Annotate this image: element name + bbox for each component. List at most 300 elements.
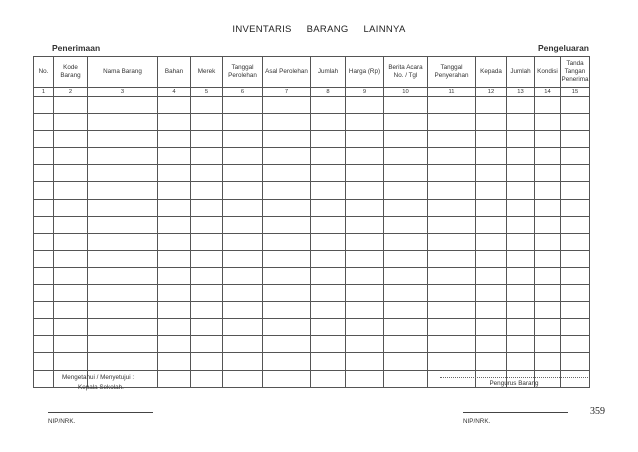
table-cell[interactable] bbox=[507, 97, 535, 114]
table-cell[interactable] bbox=[346, 250, 384, 267]
table-cell[interactable] bbox=[535, 233, 561, 250]
table-cell[interactable] bbox=[476, 319, 507, 336]
table-cell[interactable] bbox=[34, 353, 54, 370]
table-cell[interactable] bbox=[191, 114, 223, 131]
table-cell[interactable] bbox=[428, 250, 476, 267]
table-cell[interactable] bbox=[34, 233, 54, 250]
table-cell[interactable] bbox=[88, 148, 158, 165]
table-cell[interactable] bbox=[223, 370, 263, 387]
table-cell[interactable] bbox=[507, 285, 535, 302]
table-cell[interactable] bbox=[158, 165, 191, 182]
table-cell[interactable] bbox=[263, 148, 311, 165]
table-row bbox=[34, 216, 590, 233]
approval-label: Mengetahui / Menyetujui : bbox=[62, 374, 135, 381]
table-cell[interactable] bbox=[384, 148, 428, 165]
table-cell[interactable] bbox=[158, 216, 191, 233]
table-cell[interactable] bbox=[263, 182, 311, 199]
column-number: 2 bbox=[54, 88, 88, 97]
table-cell[interactable] bbox=[158, 97, 191, 114]
table-cell[interactable] bbox=[54, 182, 88, 199]
column-number: 6 bbox=[223, 88, 263, 97]
column-number: 15 bbox=[561, 88, 590, 97]
table-cell[interactable] bbox=[263, 97, 311, 114]
table-cell[interactable] bbox=[88, 114, 158, 131]
table-cell[interactable] bbox=[191, 97, 223, 114]
table-cell[interactable] bbox=[223, 131, 263, 148]
table-cell[interactable] bbox=[54, 250, 88, 267]
table-cell[interactable] bbox=[535, 97, 561, 114]
table-cell[interactable] bbox=[476, 267, 507, 284]
table-cell[interactable] bbox=[476, 216, 507, 233]
table-cell[interactable] bbox=[561, 353, 590, 370]
table-cell[interactable] bbox=[158, 370, 191, 387]
table-cell[interactable] bbox=[34, 370, 54, 387]
table-cell[interactable] bbox=[561, 250, 590, 267]
table-cell[interactable] bbox=[191, 302, 223, 319]
table-cell[interactable] bbox=[88, 131, 158, 148]
table-cell[interactable] bbox=[223, 199, 263, 216]
table-cell[interactable] bbox=[561, 199, 590, 216]
table-cell[interactable] bbox=[428, 267, 476, 284]
table-cell[interactable] bbox=[428, 148, 476, 165]
table-cell[interactable] bbox=[384, 302, 428, 319]
table-cell[interactable] bbox=[88, 302, 158, 319]
column-number: 1 bbox=[34, 88, 54, 97]
table-cell[interactable] bbox=[223, 233, 263, 250]
table-cell[interactable] bbox=[346, 353, 384, 370]
table-cell[interactable] bbox=[476, 114, 507, 131]
table-cell[interactable] bbox=[263, 165, 311, 182]
table-cell[interactable] bbox=[384, 267, 428, 284]
table-cell[interactable] bbox=[54, 302, 88, 319]
table-cell[interactable] bbox=[428, 233, 476, 250]
table-cell[interactable] bbox=[384, 131, 428, 148]
table-cell[interactable] bbox=[561, 267, 590, 284]
table-cell[interactable] bbox=[191, 353, 223, 370]
table-cell[interactable] bbox=[507, 148, 535, 165]
table-cell[interactable] bbox=[311, 233, 346, 250]
table-cell[interactable] bbox=[263, 233, 311, 250]
table-cell[interactable] bbox=[476, 233, 507, 250]
table-cell[interactable] bbox=[158, 148, 191, 165]
table-cell[interactable] bbox=[34, 319, 54, 336]
table-cell[interactable] bbox=[88, 199, 158, 216]
table-cell[interactable] bbox=[507, 216, 535, 233]
table-row bbox=[34, 165, 590, 182]
inventory-table bbox=[33, 56, 590, 388]
table-cell[interactable] bbox=[311, 199, 346, 216]
table-cell[interactable] bbox=[158, 285, 191, 302]
table-cell[interactable] bbox=[54, 131, 88, 148]
table-cell[interactable] bbox=[535, 336, 561, 353]
table-cell[interactable] bbox=[535, 216, 561, 233]
table-cell[interactable] bbox=[346, 148, 384, 165]
table-cell[interactable] bbox=[535, 182, 561, 199]
signature-line-left bbox=[48, 412, 153, 413]
table-cell[interactable] bbox=[346, 182, 384, 199]
table-cell[interactable] bbox=[223, 285, 263, 302]
table-cell[interactable] bbox=[311, 165, 346, 182]
table-cell[interactable] bbox=[384, 285, 428, 302]
table-cell[interactable] bbox=[384, 319, 428, 336]
table-cell[interactable] bbox=[34, 199, 54, 216]
table-cell[interactable] bbox=[507, 114, 535, 131]
table-cell[interactable] bbox=[191, 285, 223, 302]
table-cell[interactable] bbox=[311, 336, 346, 353]
table-cell[interactable] bbox=[158, 233, 191, 250]
page-number: 359 bbox=[590, 406, 605, 417]
table-cell[interactable] bbox=[158, 302, 191, 319]
table-cell[interactable] bbox=[34, 302, 54, 319]
table-cell[interactable] bbox=[311, 267, 346, 284]
table-cell[interactable] bbox=[561, 336, 590, 353]
table-cell[interactable] bbox=[535, 131, 561, 148]
table-cell[interactable] bbox=[476, 182, 507, 199]
table-cell[interactable] bbox=[191, 336, 223, 353]
table-cell[interactable] bbox=[158, 267, 191, 284]
table-cell[interactable] bbox=[311, 97, 346, 114]
table-cell[interactable] bbox=[507, 353, 535, 370]
table-cell[interactable] bbox=[223, 319, 263, 336]
table-cell[interactable] bbox=[311, 302, 346, 319]
table-cell[interactable] bbox=[34, 216, 54, 233]
table-cell[interactable] bbox=[223, 250, 263, 267]
table-cell[interactable] bbox=[346, 319, 384, 336]
table-cell[interactable] bbox=[54, 319, 88, 336]
table-cell[interactable] bbox=[263, 250, 311, 267]
table-cell[interactable] bbox=[263, 370, 311, 387]
table-cell[interactable] bbox=[263, 131, 311, 148]
column-number: 9 bbox=[346, 88, 384, 97]
table-cell[interactable] bbox=[561, 302, 590, 319]
table-cell[interactable] bbox=[476, 250, 507, 267]
column-number: 4 bbox=[158, 88, 191, 97]
table-cell[interactable] bbox=[191, 182, 223, 199]
table-cell[interactable] bbox=[535, 267, 561, 284]
table-cell[interactable] bbox=[191, 233, 223, 250]
table-cell[interactable] bbox=[535, 250, 561, 267]
table-cell[interactable] bbox=[507, 165, 535, 182]
table-cell[interactable] bbox=[507, 267, 535, 284]
table-cell[interactable] bbox=[311, 353, 346, 370]
table-row bbox=[34, 182, 590, 199]
column-header-berita-acara: Berita Acara No. / Tgl bbox=[384, 57, 428, 88]
table-cell[interactable] bbox=[507, 182, 535, 199]
table-cell[interactable] bbox=[54, 97, 88, 114]
table-cell[interactable] bbox=[507, 250, 535, 267]
column-header-kepada: Kepada bbox=[476, 57, 507, 88]
table-cell[interactable] bbox=[263, 114, 311, 131]
table-cell[interactable] bbox=[88, 319, 158, 336]
table-cell[interactable] bbox=[54, 267, 88, 284]
table-cell[interactable] bbox=[158, 131, 191, 148]
table-cell[interactable] bbox=[561, 216, 590, 233]
table-cell[interactable] bbox=[476, 285, 507, 302]
table-cell[interactable] bbox=[223, 353, 263, 370]
table-cell[interactable] bbox=[88, 267, 158, 284]
table-cell[interactable] bbox=[384, 199, 428, 216]
table-cell[interactable] bbox=[54, 114, 88, 131]
column-number: 12 bbox=[476, 88, 507, 97]
approver-title: Kepala Sekolah. bbox=[78, 384, 124, 391]
table-cell[interactable] bbox=[384, 114, 428, 131]
table-cell[interactable] bbox=[507, 131, 535, 148]
column-number-row bbox=[34, 88, 590, 97]
table-cell[interactable] bbox=[34, 182, 54, 199]
table-cell[interactable] bbox=[346, 97, 384, 114]
table-cell[interactable] bbox=[476, 148, 507, 165]
table-cell[interactable] bbox=[311, 182, 346, 199]
table-cell[interactable] bbox=[346, 216, 384, 233]
signature-line-right bbox=[463, 412, 568, 413]
table-cell[interactable] bbox=[88, 250, 158, 267]
table-cell[interactable] bbox=[191, 165, 223, 182]
table-cell[interactable] bbox=[223, 165, 263, 182]
table-row bbox=[34, 353, 590, 370]
table-cell[interactable] bbox=[561, 131, 590, 148]
table-cell[interactable] bbox=[263, 199, 311, 216]
table-cell[interactable] bbox=[88, 285, 158, 302]
column-header-nama-barang: Nama Barang bbox=[88, 57, 158, 88]
column-header-bahan: Bahan bbox=[158, 57, 191, 88]
table-cell[interactable] bbox=[384, 353, 428, 370]
table-cell[interactable] bbox=[158, 353, 191, 370]
table-cell[interactable] bbox=[346, 114, 384, 131]
table-cell[interactable] bbox=[158, 182, 191, 199]
section-penerimaan: Penerimaan bbox=[52, 43, 101, 53]
column-header-merek: Merek bbox=[191, 57, 223, 88]
table-row bbox=[34, 285, 590, 302]
column-header-no: No. bbox=[34, 57, 54, 88]
table-cell[interactable] bbox=[428, 165, 476, 182]
table-cell[interactable] bbox=[476, 302, 507, 319]
table-cell[interactable] bbox=[346, 302, 384, 319]
table-cell[interactable] bbox=[223, 267, 263, 284]
table-cell[interactable] bbox=[263, 353, 311, 370]
column-number: 14 bbox=[535, 88, 561, 97]
table-cell[interactable] bbox=[34, 131, 54, 148]
table-cell[interactable] bbox=[88, 233, 158, 250]
table-cell[interactable] bbox=[54, 216, 88, 233]
table-cell[interactable] bbox=[158, 319, 191, 336]
table-cell[interactable] bbox=[263, 285, 311, 302]
table-cell[interactable] bbox=[158, 336, 191, 353]
table-cell[interactable] bbox=[311, 114, 346, 131]
table-cell[interactable] bbox=[384, 216, 428, 233]
column-header-tanda-tangan: Tanda Tangan Penerima bbox=[561, 57, 590, 88]
table-cell[interactable] bbox=[191, 148, 223, 165]
table-cell[interactable] bbox=[223, 114, 263, 131]
table-row bbox=[34, 319, 590, 336]
table-cell[interactable] bbox=[191, 216, 223, 233]
table-cell[interactable] bbox=[54, 199, 88, 216]
table-cell[interactable] bbox=[54, 353, 88, 370]
table-cell[interactable] bbox=[535, 148, 561, 165]
table-cell[interactable] bbox=[311, 216, 346, 233]
custodian-label: Pengurus Barang bbox=[489, 380, 539, 387]
table-cell[interactable] bbox=[384, 165, 428, 182]
table-cell[interactable] bbox=[346, 233, 384, 250]
table-row bbox=[34, 250, 590, 267]
table-cell[interactable] bbox=[561, 182, 590, 199]
table-cell[interactable] bbox=[88, 216, 158, 233]
table-cell[interactable] bbox=[263, 216, 311, 233]
column-header-tanggal-perolehan: Tanggal Perolehan bbox=[223, 57, 263, 88]
table-cell[interactable] bbox=[311, 148, 346, 165]
table-cell[interactable] bbox=[311, 250, 346, 267]
table-cell[interactable] bbox=[346, 267, 384, 284]
table-cell[interactable] bbox=[88, 353, 158, 370]
table-cell[interactable] bbox=[561, 319, 590, 336]
table-cell[interactable] bbox=[476, 353, 507, 370]
table-cell[interactable] bbox=[384, 250, 428, 267]
table-cell[interactable] bbox=[223, 302, 263, 319]
table-cell[interactable] bbox=[88, 165, 158, 182]
table-cell[interactable] bbox=[263, 336, 311, 353]
table-cell[interactable] bbox=[158, 250, 191, 267]
table-row bbox=[34, 267, 590, 284]
table-row bbox=[34, 148, 590, 165]
header-row bbox=[34, 57, 590, 88]
table-cell[interactable] bbox=[535, 302, 561, 319]
column-number: 8 bbox=[311, 88, 346, 97]
table-cell[interactable] bbox=[476, 131, 507, 148]
table-cell[interactable] bbox=[507, 233, 535, 250]
column-header-harga: Harga (Rp) bbox=[346, 57, 384, 88]
column-number: 5 bbox=[191, 88, 223, 97]
table-cell[interactable] bbox=[223, 336, 263, 353]
table-cell[interactable] bbox=[476, 199, 507, 216]
column-header-kondisi: Kondisi bbox=[535, 57, 561, 88]
table-cell[interactable] bbox=[54, 148, 88, 165]
table-cell[interactable] bbox=[88, 336, 158, 353]
table-cell[interactable] bbox=[263, 267, 311, 284]
table-cell[interactable] bbox=[311, 370, 346, 387]
column-header-asal-perolehan: Asal Perolehan bbox=[263, 57, 311, 88]
table-cell[interactable] bbox=[561, 285, 590, 302]
table-cell[interactable] bbox=[34, 148, 54, 165]
table-cell[interactable] bbox=[34, 250, 54, 267]
table-cell[interactable] bbox=[54, 336, 88, 353]
table-cell[interactable] bbox=[384, 182, 428, 199]
table-cell[interactable] bbox=[191, 199, 223, 216]
table-cell[interactable] bbox=[384, 233, 428, 250]
table-cell[interactable] bbox=[34, 165, 54, 182]
table-cell[interactable] bbox=[346, 165, 384, 182]
table-cell[interactable] bbox=[535, 199, 561, 216]
table-cell[interactable] bbox=[428, 216, 476, 233]
table-cell[interactable] bbox=[311, 319, 346, 336]
table-cell[interactable] bbox=[507, 302, 535, 319]
table-cell[interactable] bbox=[223, 182, 263, 199]
table-cell[interactable] bbox=[223, 97, 263, 114]
table-cell[interactable] bbox=[311, 285, 346, 302]
table-row bbox=[34, 233, 590, 250]
table-cell[interactable] bbox=[561, 148, 590, 165]
table-cell[interactable] bbox=[476, 336, 507, 353]
table-cell[interactable] bbox=[34, 285, 54, 302]
table-cell[interactable] bbox=[535, 114, 561, 131]
table-cell[interactable] bbox=[263, 319, 311, 336]
column-header-jumlah: Jumlah bbox=[311, 57, 346, 88]
table-cell[interactable] bbox=[561, 233, 590, 250]
table-cell[interactable] bbox=[34, 114, 54, 131]
table-cell[interactable] bbox=[34, 267, 54, 284]
table-cell[interactable] bbox=[535, 319, 561, 336]
table-cell[interactable] bbox=[428, 353, 476, 370]
table-cell[interactable] bbox=[346, 131, 384, 148]
table-cell[interactable] bbox=[346, 285, 384, 302]
table-row bbox=[34, 199, 590, 216]
table-cell[interactable] bbox=[54, 233, 88, 250]
table-cell[interactable] bbox=[191, 267, 223, 284]
table-cell[interactable] bbox=[561, 165, 590, 182]
table-cell[interactable] bbox=[507, 336, 535, 353]
table-cell[interactable] bbox=[34, 336, 54, 353]
table-cell[interactable] bbox=[384, 336, 428, 353]
table-cell[interactable] bbox=[346, 336, 384, 353]
table-cell[interactable] bbox=[346, 199, 384, 216]
table-cell[interactable] bbox=[428, 182, 476, 199]
table-cell[interactable] bbox=[263, 302, 311, 319]
table-row bbox=[34, 131, 590, 148]
table-cell[interactable] bbox=[561, 114, 590, 131]
column-header-jumlah-keluar: Jumlah bbox=[507, 57, 535, 88]
table-cell[interactable] bbox=[507, 319, 535, 336]
table-cell[interactable] bbox=[428, 302, 476, 319]
table-cell[interactable] bbox=[88, 182, 158, 199]
table-cell[interactable] bbox=[428, 319, 476, 336]
table-row bbox=[34, 114, 590, 131]
table-cell[interactable] bbox=[311, 131, 346, 148]
table-cell[interactable] bbox=[54, 165, 88, 182]
table-cell[interactable] bbox=[346, 370, 384, 387]
title-word-2: BARANG bbox=[306, 24, 349, 35]
table-cell[interactable] bbox=[535, 285, 561, 302]
table-cell[interactable] bbox=[191, 319, 223, 336]
table-cell[interactable] bbox=[476, 165, 507, 182]
table-cell[interactable] bbox=[428, 97, 476, 114]
table-cell[interactable] bbox=[428, 114, 476, 131]
table-cell[interactable] bbox=[54, 285, 88, 302]
table-cell[interactable] bbox=[34, 97, 54, 114]
section-pengeluaran: Pengeluaran bbox=[537, 43, 589, 53]
table-cell[interactable] bbox=[535, 165, 561, 182]
table-cell[interactable] bbox=[191, 250, 223, 267]
table-cell[interactable] bbox=[535, 353, 561, 370]
table-cell[interactable] bbox=[428, 336, 476, 353]
table-cell[interactable] bbox=[158, 199, 191, 216]
table-cell[interactable] bbox=[88, 97, 158, 114]
table-cell[interactable] bbox=[428, 199, 476, 216]
title-word-3: LAINNYA bbox=[363, 24, 406, 35]
column-header-tanggal-penyerahan: Tanggal Penyerahan bbox=[428, 57, 476, 88]
table-cell[interactable] bbox=[223, 216, 263, 233]
table-cell[interactable] bbox=[476, 97, 507, 114]
table-cell[interactable] bbox=[191, 370, 223, 387]
table-cell[interactable] bbox=[561, 97, 590, 114]
table-cell[interactable] bbox=[507, 199, 535, 216]
table-cell[interactable] bbox=[428, 285, 476, 302]
table-row bbox=[34, 302, 590, 319]
table-cell[interactable] bbox=[158, 114, 191, 131]
table-cell[interactable] bbox=[191, 131, 223, 148]
table-cell[interactable] bbox=[384, 370, 428, 387]
table-row bbox=[34, 336, 590, 353]
table-cell[interactable] bbox=[428, 131, 476, 148]
table-cell[interactable] bbox=[223, 148, 263, 165]
table-cell[interactable] bbox=[384, 97, 428, 114]
